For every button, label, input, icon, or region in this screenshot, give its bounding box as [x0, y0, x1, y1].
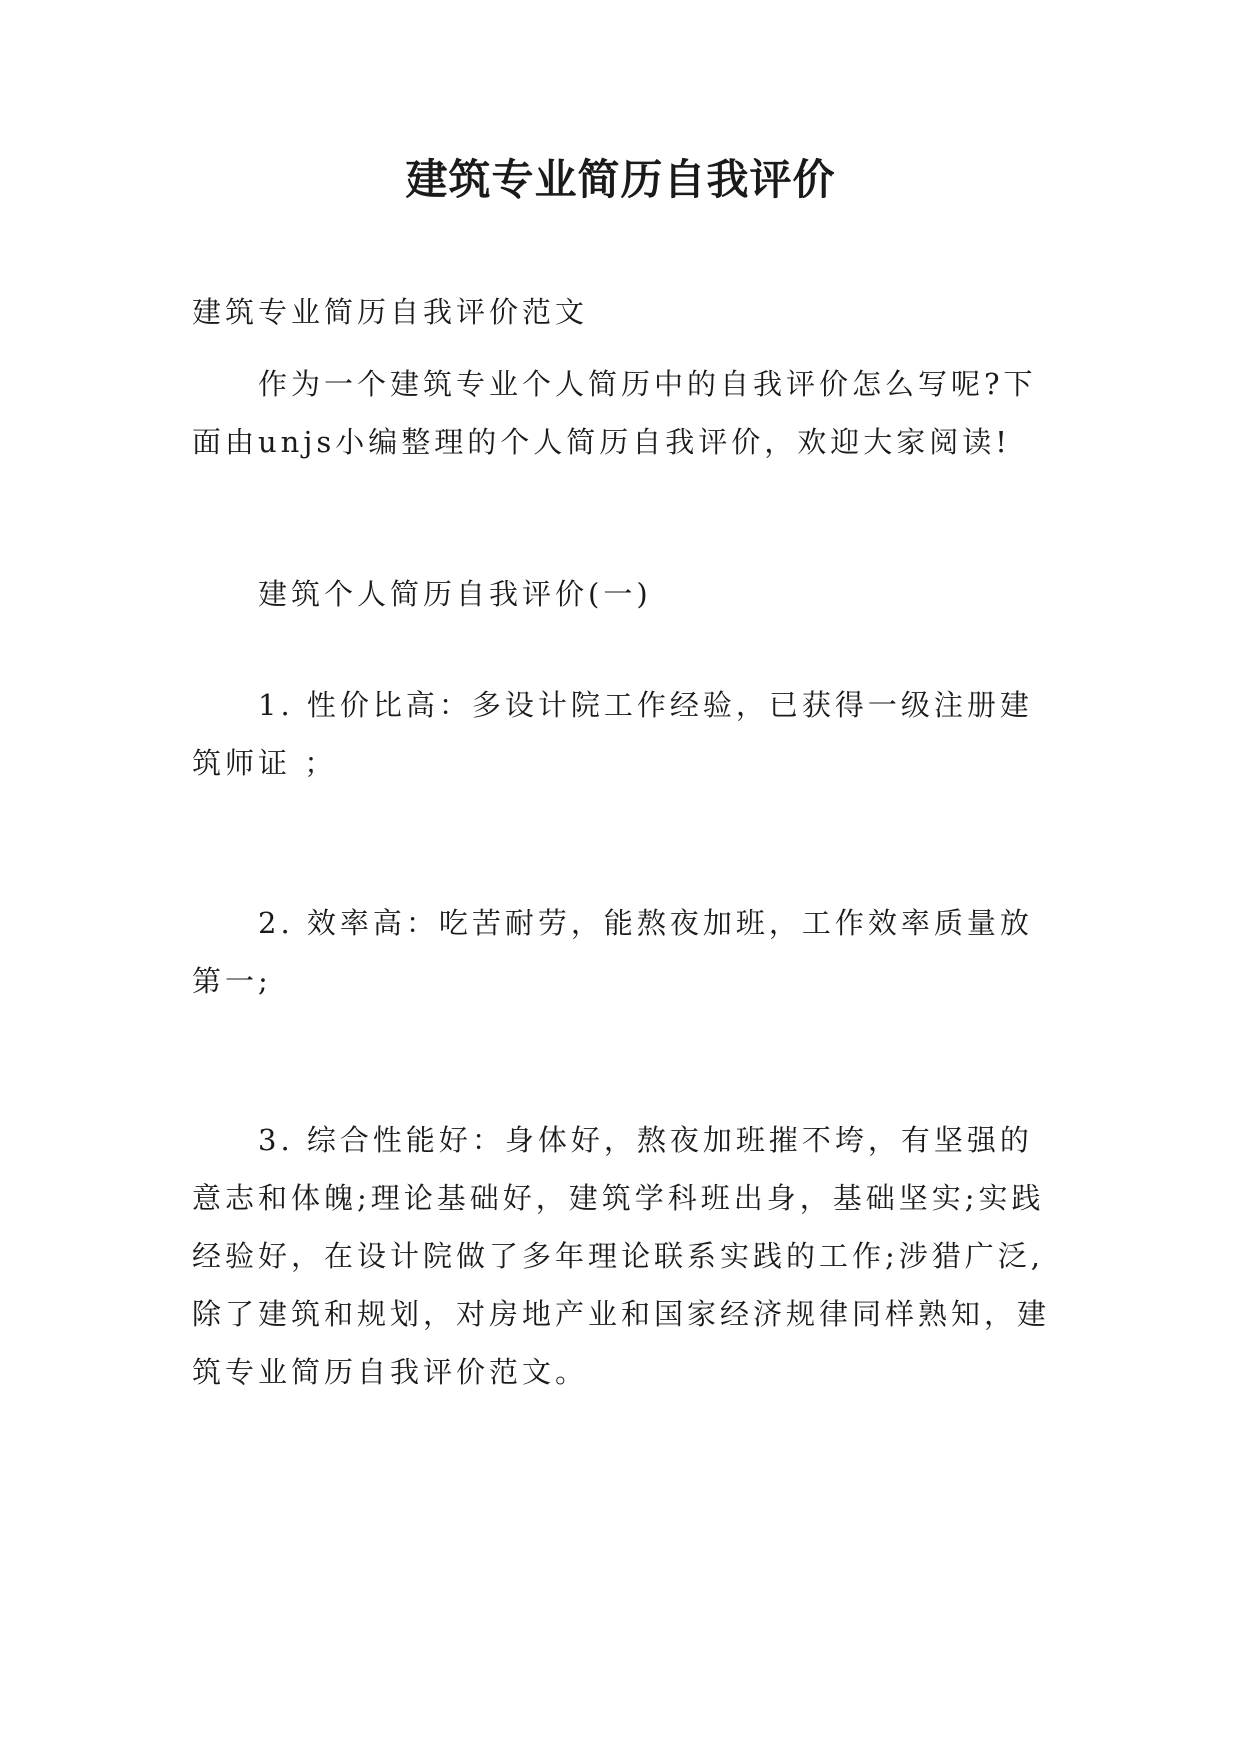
intro-line-2: 面由unjs小编整理的个人简历自我评价，欢迎大家阅读! [192, 425, 1011, 459]
intro-paragraph [192, 355, 1072, 471]
item-3-line-1: 3. 综合性能好：身体好，熬夜加班摧不垮，有坚强的 [258, 1123, 1033, 1157]
item-3-line-2: 意志和体魄;理论基础好，建筑学科班出身，基础坚实;实践 [192, 1181, 1045, 1215]
list-item-2 [192, 894, 1072, 1010]
list-item-3 [192, 1111, 1072, 1401]
item-2-line-2: 第一; [192, 964, 272, 998]
item-3-line-4: 除了建筑和规划，对房地产业和国家经济规律同样熟知，建 [192, 1297, 1051, 1331]
item-3-line-3: 经验好，在设计院做了多年理论联系实践的工作;涉猎广泛, [192, 1239, 1044, 1273]
document-title: 建筑专业简历自我评价 [405, 155, 836, 204]
document-subtitle: 建筑专业简历自我评价范文 [192, 295, 589, 329]
item-3-line-5: 筑专业简历自我评价范文。 [192, 1355, 589, 1389]
item-1-line-1: 1. 性价比高：多设计院工作经验，已获得一级注册建 [258, 688, 1033, 722]
section-heading: 建筑个人简历自我评价(一) [258, 577, 652, 611]
item-1-line-2: 筑师证 ； [192, 746, 338, 780]
list-item-1 [192, 676, 1072, 792]
item-2-line-1: 2. 效率高：吃苦耐劳，能熬夜加班，工作效率质量放 [258, 906, 1033, 940]
intro-line-1: 作为一个建筑专业个人简历中的自我评价怎么写呢?下 [258, 367, 1037, 401]
